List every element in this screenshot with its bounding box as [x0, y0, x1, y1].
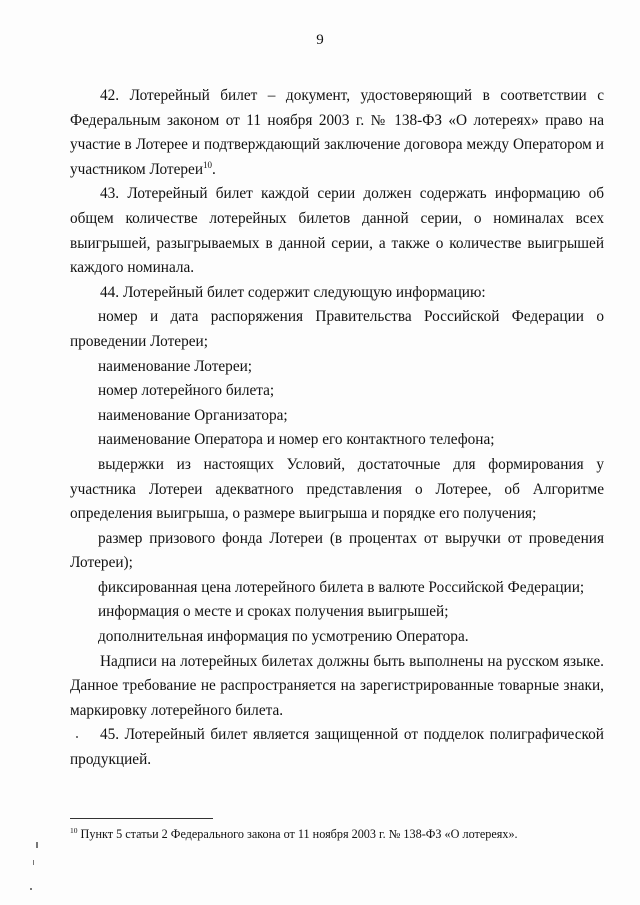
list-item: выдержки из настоящих Условий, достаточные для формирования у участника Лотереи адекватного представления о Лотерее, об Алгоритме определения выигрыша, о размере выигрыша и порядке его получения;	[70, 455, 604, 523]
paragraph-43: 43. Лотерейный билет каждой серии должен содержать информацию об общем количестве лотерейных билетов данной серии, о номиналах всех выигрышей, разыгрываемых в данной серии, а также о количестве выигрышей каждого номинала.	[70, 185, 604, 277]
footnote-marker: 10	[70, 825, 78, 835]
paragraph-language-requirement: Надписи на лотерейных билетах должны быть выполнены на русском языке. Данное требование не распространяется на зарегистрированные товарные знаки, маркировку лотерейного билета.	[70, 652, 604, 719]
footnote-text: Пункт 5 статьи 2 Федерального закона от 11 ноября 2003 г. № 138-ФЗ «О лотереях».	[77, 827, 518, 841]
list-item: размер призового фонда Лотереи (в процентах от выручки от проведения Лотереи);	[70, 529, 604, 572]
list-item: наименование Лотереи;	[98, 357, 253, 375]
scan-speck	[33, 860, 34, 865]
footnote-reference: 10	[203, 159, 213, 170]
list-item: номер и дата распоряжения Правительства Российской Федерации о проведении Лотереи;	[70, 308, 604, 350]
footnote	[70, 826, 610, 842]
paragraph-42-text: 42. Лотерейный билет – документ, удостоверяющий в соответствии с Федеральным законом от 11 ноября 2003 г. № 138-ФЗ «О лотереях» право на участие в Лотерее и подтверждающий заключение договора между Оператором и участником Лотереи	[70, 87, 604, 178]
footnote-separator	[70, 818, 213, 819]
scan-speck	[76, 736, 78, 738]
paragraph-45: 45. Лотерейный билет является защищенной от подделок полиграфической продукцией.	[70, 726, 604, 769]
list-item: наименование Оператора и номер его контактного телефона;	[98, 431, 495, 449]
list-item: номер лотерейного билета;	[98, 382, 275, 400]
list-item: наименование Организатора;	[98, 406, 288, 424]
list-item: информация о месте и сроках получения выигрышей;	[98, 603, 449, 621]
paragraph-44: 44. Лотерейный билет содержит следующую информацию:	[100, 283, 486, 301]
paragraph-42-end: .	[212, 160, 216, 178]
paragraph-42	[70, 84, 604, 182]
list-item: фиксированная цена лотерейного билета в валюте Российской Федерации;	[98, 578, 585, 596]
document-body	[70, 84, 604, 773]
page-number: 9	[316, 32, 324, 48]
scan-speck	[36, 842, 38, 848]
list-item: дополнительная информация по усмотрению Оператора.	[98, 628, 469, 646]
scan-speck	[30, 888, 32, 890]
